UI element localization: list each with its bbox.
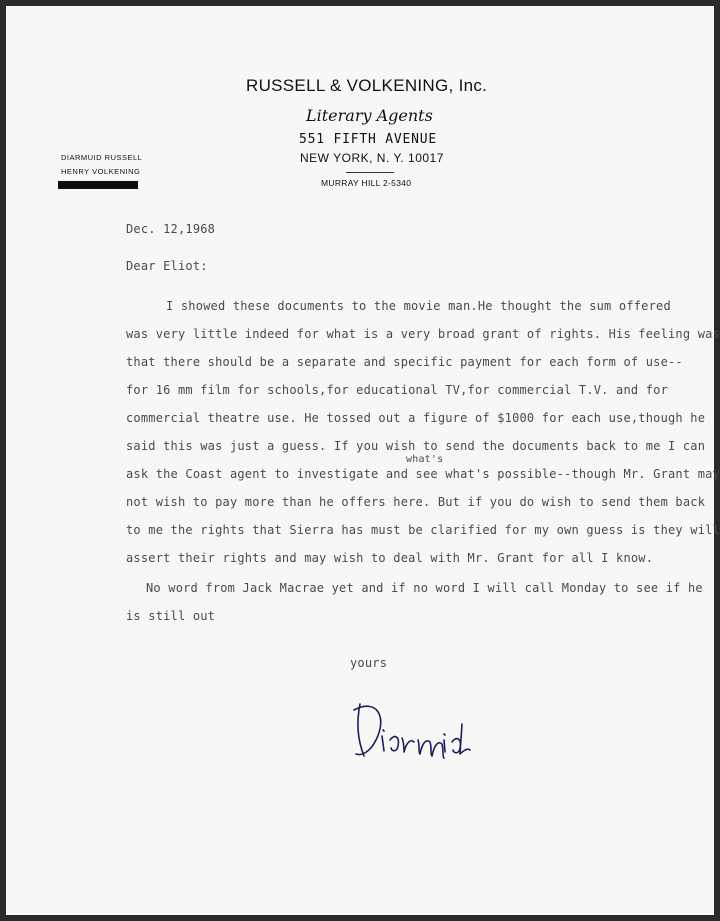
letter-page bbox=[6, 6, 720, 915]
redaction-bar bbox=[58, 181, 138, 189]
body-line: commercial theatre use. He tossed out a figure of $1000 for each use,though he bbox=[126, 411, 706, 425]
body-line: ask the Coast agent to investigate and see what's possible--though Mr. Grant may bbox=[126, 467, 720, 481]
body-line: is still out bbox=[126, 609, 216, 623]
partner-name: HENRY VOLKENING bbox=[61, 167, 141, 176]
body-line: said this was just a guess. If you wish to send the documents back to me I can bbox=[126, 439, 706, 453]
salutation: Dear Eliot: bbox=[126, 259, 208, 273]
body-line: assert their rights and may wish to deal with Mr. Grant for all I know. bbox=[126, 551, 654, 565]
body-line: was very little indeed for what is a very broad grant of rights. His feeling was bbox=[126, 327, 720, 341]
letter-date: Dec. 12,1968 bbox=[126, 222, 216, 236]
letterhead-divider bbox=[346, 172, 394, 173]
closing: yours bbox=[350, 656, 388, 670]
signature-icon bbox=[346, 696, 486, 766]
typed-insertion: what's bbox=[406, 454, 444, 465]
partner-name: DIARMUID RUSSELL bbox=[61, 153, 143, 162]
address-line-2: NEW YORK, N. Y. 10017 bbox=[300, 151, 444, 165]
body-line: No word from Jack Macrae yet and if no word I will call Monday to see if he bbox=[146, 581, 703, 595]
tagline: Literary Agents bbox=[306, 106, 433, 125]
body-line: that there should be a separate and specific payment for each form of use-- bbox=[126, 355, 683, 369]
body-line: to me the rights that Sierra has must be clarified for my own guess is they will bbox=[126, 523, 720, 537]
address-line-1: 551 FIFTH AVENUE bbox=[299, 132, 438, 147]
firm-name: RUSSELL & VOLKENING, Inc. bbox=[246, 76, 488, 95]
body-line: not wish to pay more than he offers here. But if you do wish to send them back bbox=[126, 495, 706, 509]
phone-number: MURRAY HILL 2-5340 bbox=[321, 178, 412, 188]
body-line: for 16 mm film for schools,for educational TV,for commercial T.V. and for bbox=[126, 383, 668, 397]
body-line: I showed these documents to the movie man.He thought the sum offered bbox=[166, 299, 671, 313]
